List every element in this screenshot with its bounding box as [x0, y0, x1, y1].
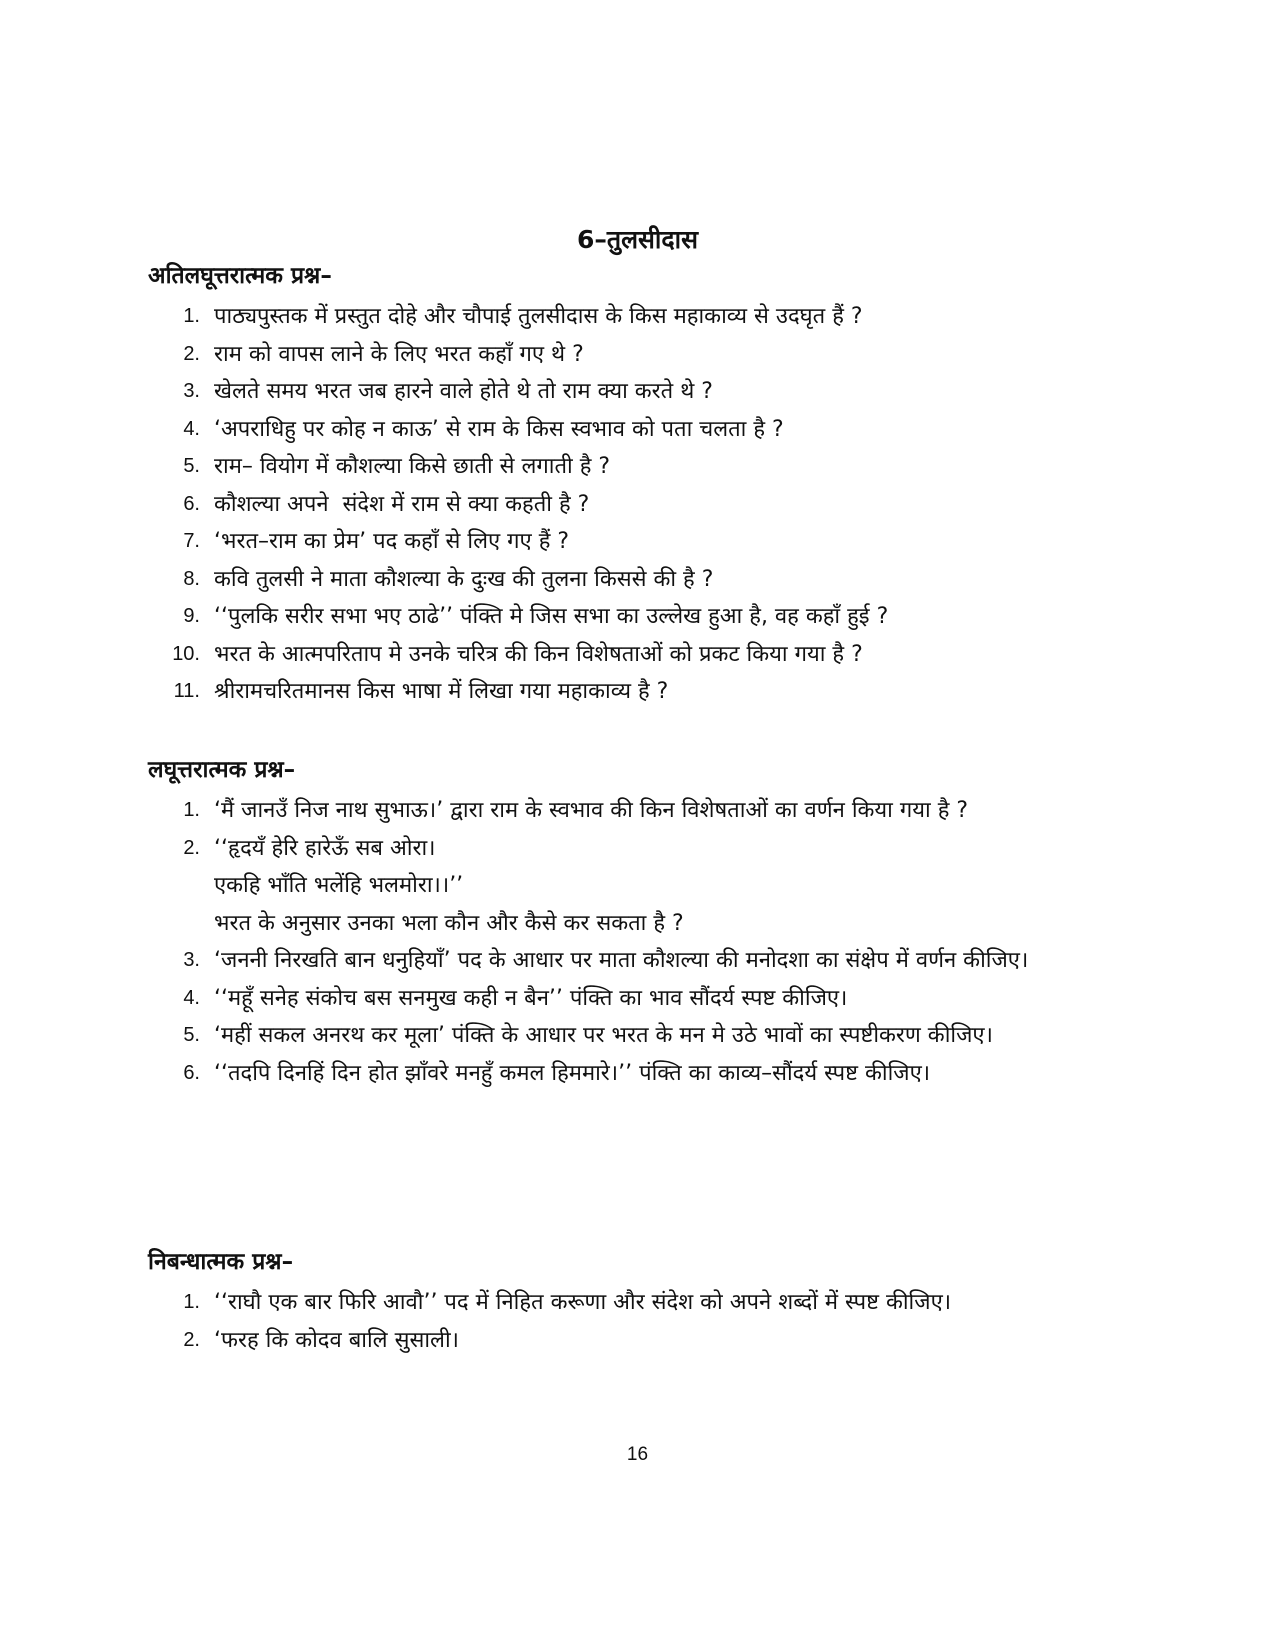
- question-item: [148, 373, 1148, 411]
- question-list: [148, 298, 1148, 711]
- question-text: ‘‘पुलकि सरीर सभा भए ठाढे’’ पंक्ति मे जिस सभा का उल्लेख हुआ है, वह कहाँ हुई ?: [214, 604, 889, 629]
- question-item: [148, 673, 1148, 711]
- question-number: 1.: [183, 799, 200, 821]
- question-text: राम को वापस लाने के लिए भरत कहाँ गए थे ?: [214, 341, 584, 367]
- question-item: [148, 336, 1148, 374]
- verse-line: एकहि भाँति भलेंहि भलमोरा।।’’: [214, 873, 464, 898]
- question-item: [148, 561, 1148, 599]
- question-text: ‘अपराधिहु पर कोह न काऊ’ से राम के किस स्वभाव को पता चलता है ?: [214, 416, 784, 442]
- page-number: 16: [626, 1444, 649, 1465]
- question-list: [148, 1284, 1148, 1359]
- question-item: [148, 523, 1148, 561]
- question-text: ‘भरत–राम का प्रेम’ पद कहाँ से लिए गए हैं ?: [214, 529, 570, 554]
- section-very-short-answer: [148, 258, 1148, 711]
- question-number: 3.: [183, 949, 200, 971]
- question-number: 6.: [183, 492, 200, 515]
- section-heading: निबन्धात्मक प्रश्न–: [148, 1249, 294, 1275]
- question-item: [148, 1322, 1148, 1360]
- question-text: पाठ्यपुस्तक में प्रस्तुत दोहे और चौपाई तुलसीदास के किस महाकाव्य से उदघृत हैं ?: [214, 304, 863, 329]
- question-text: ‘जननी निरखति बान धनुहियाँ’ पद के आधार पर माता कौशल्या की मनोदशा का संक्षेप में वर्णन कीजिए।: [214, 948, 1029, 973]
- chapter-title: 6–तुलसीदास: [576, 225, 699, 254]
- question-number: 2.: [183, 342, 200, 365]
- section-essay: [148, 1244, 1148, 1359]
- question-item: [148, 411, 1148, 449]
- question-number: 8.: [183, 567, 200, 590]
- question-item: [148, 1017, 1148, 1055]
- question-item: [148, 298, 1148, 336]
- question-number: 4.: [183, 417, 200, 440]
- question-text: ‘‘राघौ एक बार फिरि आवौ’’ पद में निहित करूणा और संदेश को अपने शब्दों में स्पष्ट कीजिए।: [214, 1290, 952, 1315]
- question-item: [148, 448, 1148, 486]
- section-heading: अतिलघूत्तरात्मक प्रश्न–: [148, 263, 332, 289]
- question-text: ‘‘तदपि दिनहिं दिन होत झाँवरे मनहुँ कमल हिममारे।’’ पंक्ति का काव्य–सौंदर्य स्पष्ट कीजिए।: [214, 1060, 931, 1086]
- question-item: [148, 980, 1148, 1018]
- question-text: ‘फरह कि कोदव बालि सुसाली।: [214, 1327, 459, 1353]
- question-item: [148, 636, 1148, 674]
- question-text: राम– वियोग में कौशल्या किसे छाती से लगाती है ?: [214, 454, 611, 479]
- question-item: [148, 942, 1148, 980]
- question-number: 1.: [183, 1291, 200, 1313]
- question-text: कौशल्या अपने संदेश में राम से क्या कहती है ?: [214, 491, 590, 517]
- question-number: 9.: [183, 605, 200, 627]
- question-text: कवि तुलसी ने माता कौशल्या के दुःख की तुलना किससे की है ?: [214, 566, 714, 592]
- question-number: 7.: [183, 530, 200, 552]
- question-text: भरत के आत्मपरिताप मे उनके चरित्र की किन विशेषताओं को प्रकट किया गया है ?: [214, 641, 863, 667]
- question-text: ‘‘महूँ सनेह संकोच बस सनमुख कही न बैन’’ पंक्ति का भाव सौंदर्य स्पष्ट कीजिए।: [214, 985, 848, 1011]
- question-text: श्रीरामचरितमानस किस भाषा में लिखा गया महाकाव्य है ?: [214, 679, 669, 704]
- question-number: 6.: [183, 1061, 200, 1084]
- question-item: [148, 1284, 1148, 1322]
- verse-line: ‘‘हृदयँ हेरि हारेऊँ सब ओरा।: [214, 835, 436, 861]
- section-short-answer: [148, 752, 1148, 1092]
- question-item: [148, 1055, 1148, 1093]
- question-text: ‘महीं सकल अनरथ कर मूला’ पंक्ति के आधार पर भरत के मन मे उठे भावों का स्पष्टीकरण कीजिए।: [214, 1023, 993, 1048]
- question-text: ‘मैं जानउँ निज नाथ सुभाऊ।’ द्वारा राम के स्वभाव की किन विशेषताओं का वर्णन किया गया है ?: [214, 798, 969, 823]
- question-number: 3.: [183, 380, 200, 402]
- question-number: 5.: [183, 455, 200, 477]
- question-list: [148, 792, 1148, 1092]
- question-item: [148, 792, 1148, 830]
- question-number: 4.: [183, 986, 200, 1009]
- question-item: [148, 486, 1148, 524]
- question-number: 10.: [172, 642, 200, 665]
- question-text: खेलते समय भरत जब हारने वाले होते थे तो राम क्या करते थे ?: [214, 379, 713, 404]
- question-text: [214, 830, 1094, 943]
- question-number: 2.: [183, 836, 200, 859]
- question-number: 5.: [183, 1024, 200, 1046]
- question-line: भरत के अनुसार उनका भला कौन और कैसे कर सकता है ?: [214, 910, 684, 936]
- question-number: 11.: [173, 680, 200, 702]
- question-item: [148, 830, 1148, 943]
- question-number: 1.: [183, 305, 200, 327]
- question-item: [148, 598, 1148, 636]
- section-heading: लघूत्तरात्मक प्रश्न–: [148, 757, 296, 783]
- question-number: 2.: [183, 1328, 200, 1351]
